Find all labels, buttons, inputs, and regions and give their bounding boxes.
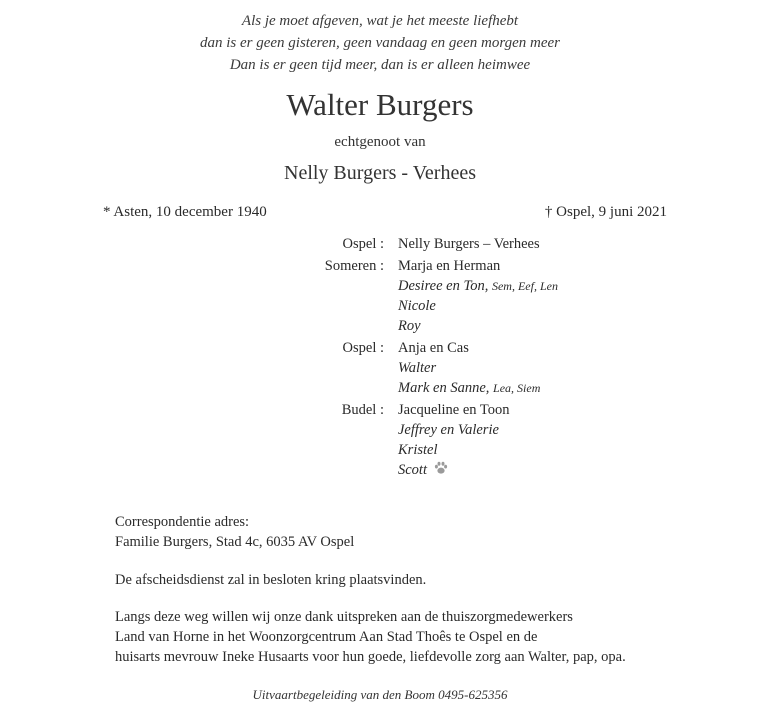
family-row bbox=[290, 440, 650, 460]
family-member: Jacqueline en Toon bbox=[398, 402, 510, 418]
family-member-children: Lea, Siem bbox=[493, 381, 541, 395]
family-member-name: Scott bbox=[398, 462, 427, 478]
family-member: Nicole bbox=[398, 298, 436, 314]
poem bbox=[0, 10, 760, 76]
correspondence-address: Familie Burgers, Stad 4c, 6035 AV Ospel bbox=[115, 534, 355, 550]
family-row bbox=[290, 460, 650, 480]
family-row bbox=[290, 234, 650, 254]
paw-print-icon bbox=[433, 460, 449, 482]
family-row bbox=[290, 338, 650, 358]
family-row bbox=[290, 276, 650, 296]
poem-line: Als je moet afgeven, wat je het meeste liefhebt bbox=[241, 13, 519, 29]
thanks-line: huisarts mevrouw Ineke Husaarts voor hun goede, liefdevolle zorg aan Walter, pap, opa. bbox=[115, 649, 626, 665]
family-member bbox=[398, 378, 650, 398]
family-group bbox=[290, 256, 650, 336]
death-info: † Ospel, 9 juni 2021 bbox=[544, 204, 667, 220]
family-group bbox=[290, 338, 650, 398]
family-location: Someren : bbox=[324, 258, 384, 274]
family-group bbox=[290, 400, 650, 480]
family-row bbox=[290, 256, 650, 276]
family-location: Budel : bbox=[341, 402, 384, 418]
family-member: Kristel bbox=[398, 442, 438, 458]
family-location: Ospel : bbox=[342, 236, 384, 252]
family-row bbox=[290, 400, 650, 420]
family-row bbox=[290, 296, 650, 316]
family-member: Roy bbox=[398, 318, 421, 334]
poem-line: Dan is er geen tijd meer, dan is er alleen heimwee bbox=[229, 57, 531, 73]
family-member: Walter bbox=[398, 360, 437, 376]
family-row bbox=[290, 316, 650, 336]
family-member bbox=[398, 276, 650, 296]
spouse-name: Nelly Burgers - Verhees bbox=[284, 162, 476, 184]
poem-line: dan is er geen gisteren, geen vandaag en geen morgen meer bbox=[199, 35, 561, 51]
family-list bbox=[290, 234, 650, 480]
family-member-children: Sem, Eef, Len bbox=[491, 279, 558, 293]
deceased-name: Walter Burgers bbox=[286, 87, 474, 122]
thanks-line: Land van Horne in het Woonzorgcentrum Aan Stad Thoês te Ospel en de bbox=[115, 629, 538, 645]
family-group bbox=[290, 234, 650, 254]
birth-info: * Asten, 10 december 1940 bbox=[103, 204, 267, 220]
family-member: Nelly Burgers – Verhees bbox=[398, 236, 540, 252]
footer-undertaker: Uitvaartbegeleiding van den Boom 0495-625356 bbox=[252, 687, 508, 702]
family-row bbox=[290, 420, 650, 440]
family-member-name: Mark en Sanne, bbox=[398, 380, 490, 396]
correspondence-block bbox=[115, 512, 354, 552]
family-member: Jeffrey en Valerie bbox=[398, 422, 499, 438]
family-location: Ospel : bbox=[342, 340, 384, 356]
family-member: Marja en Herman bbox=[398, 258, 501, 274]
correspondence-label: Correspondentie adres: bbox=[115, 514, 250, 530]
family-member: Anja en Cas bbox=[398, 340, 469, 356]
spouse-label: echtgenoot van bbox=[334, 134, 426, 150]
thanks-line: Langs deze weg willen wij onze dank uitspreken aan de thuiszorgmedewerkers bbox=[115, 609, 573, 625]
family-member bbox=[398, 460, 650, 480]
family-row bbox=[290, 358, 650, 378]
family-row bbox=[290, 378, 650, 398]
family-member-name: Desiree en Ton, bbox=[398, 278, 489, 294]
service-note: De afscheidsdienst zal in besloten kring plaatsvinden. bbox=[115, 572, 427, 588]
thanks-block bbox=[115, 607, 626, 667]
